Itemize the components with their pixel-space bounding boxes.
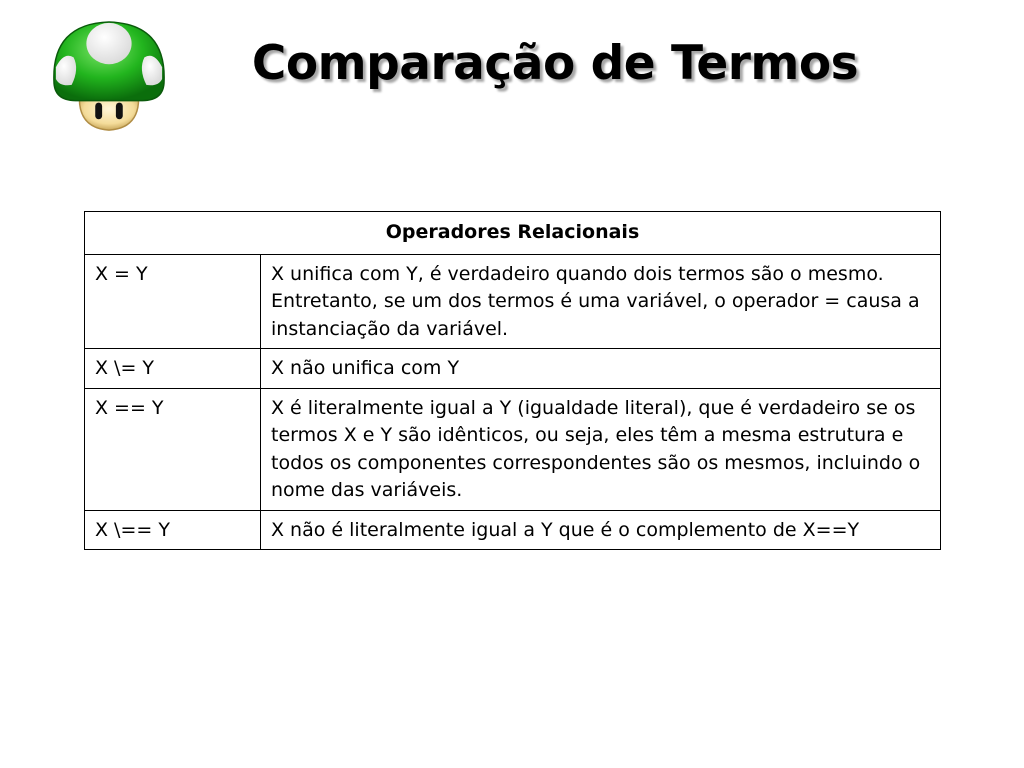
operator-cell: X == Y (85, 388, 261, 510)
table-row (85, 254, 941, 349)
description-cell: X unifica com Y, é verdadeiro quando dois termos são o mesmo. Entretanto, se um dos termos é uma variável, o operador = causa a instanciação da variável. (261, 254, 941, 349)
relational-operators-table (84, 211, 941, 550)
table-header: Operadores Relacionais (85, 212, 941, 255)
description-cell: X é literalmente igual a Y (igualdade literal), que é verdadeiro se os termos X e Y são idênticos, ou seja, eles têm a mesma estrutura e todos os componentes correspondentes são os mesmos, incluindo o nome das variáveis. (261, 388, 941, 510)
description-cell: X não unifica com Y (261, 349, 941, 389)
description-cell: X não é literalmente igual a Y que é o complemento de X==Y (261, 510, 941, 550)
table-row (85, 510, 941, 550)
table-row (85, 388, 941, 510)
page-title: Comparação de Termos (251, 36, 859, 91)
operator-cell: X = Y (85, 254, 261, 349)
table-row (85, 349, 941, 389)
operator-cell: X \== Y (85, 510, 261, 550)
operator-cell: X \= Y (85, 349, 261, 389)
green-mushroom-icon (50, 18, 168, 136)
table-header-row (85, 212, 941, 255)
